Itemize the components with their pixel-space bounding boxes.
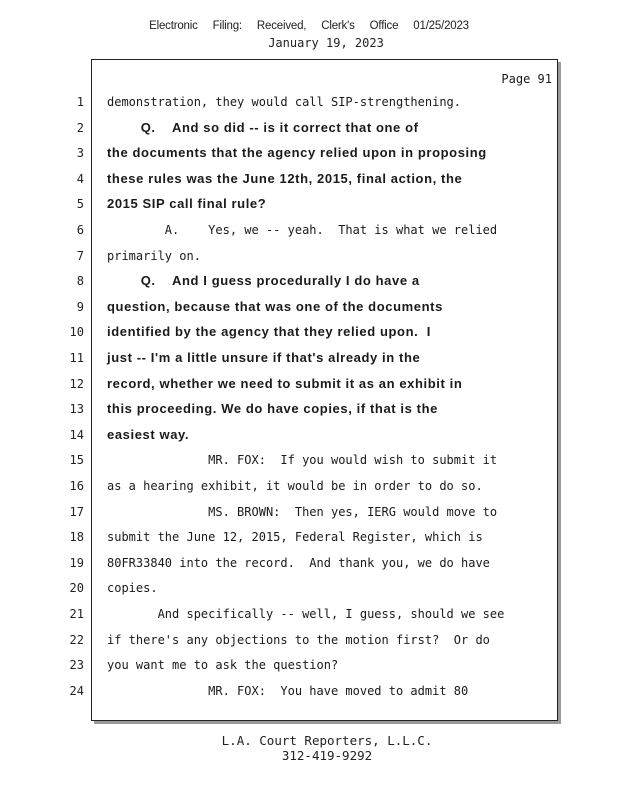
filing-word: Clerk's: [321, 20, 355, 32]
line-number: 17: [69, 504, 84, 519]
transcript-line: this proceeding. We do have copies, if that is the: [107, 401, 438, 417]
transcript-line: as a hearing exhibit, it would be in order to do so.: [107, 479, 483, 493]
transcript-line: submit the June 12, 2015, Federal Register, which is: [107, 530, 483, 545]
filing-word: Electronic: [149, 20, 198, 32]
filing-word: Filing:: [212, 20, 242, 32]
line-number: 5: [76, 197, 84, 212]
transcript-line: the documents that the agency relied upon in proposing: [107, 145, 487, 161]
line-number: 10: [69, 325, 84, 340]
transcript-line: 2015 SIP call final rule?: [107, 196, 267, 212]
transcript-line: copies.: [107, 581, 158, 596]
transcript-line: question, because that was one of the documents: [107, 298, 443, 314]
line-number: 1: [76, 95, 84, 109]
transcript-line: demonstration, they would call SIP-strengthening.: [107, 95, 462, 109]
line-number: 3: [76, 146, 84, 161]
filing-word: Received,: [256, 20, 307, 32]
line-number: 20: [69, 581, 84, 596]
line-number: 24: [69, 683, 84, 698]
hearing-date: January 19, 2023: [268, 36, 384, 50]
line-number: 8: [76, 274, 84, 289]
transcript-line: Q. And I guess procedurally I do have a: [107, 273, 420, 289]
filing-stamp: [0, 20, 618, 32]
line-number: 9: [76, 299, 84, 314]
line-number: 7: [76, 248, 84, 263]
line-number: 11: [69, 351, 84, 365]
line-number: 12: [69, 376, 84, 391]
filing-word: 01/25/2023: [413, 20, 469, 32]
transcript-line: Q. And so did -- is it correct that one of: [107, 119, 419, 135]
page-number: Page 91: [501, 72, 552, 86]
transcript-line: if there's any objections to the motion first? Or do: [107, 632, 490, 647]
line-number: 4: [76, 171, 84, 186]
footer-phone: 312-419-9292: [281, 748, 373, 763]
transcript-line: primarily on.: [107, 248, 201, 263]
line-number: 6: [76, 223, 84, 237]
transcript-line: MS. BROWN: Then yes, IERG would move to: [107, 504, 498, 519]
transcript-line: MR. FOX: You have moved to admit 80: [107, 683, 469, 698]
line-number: 18: [69, 530, 84, 545]
line-number: 2: [76, 120, 84, 135]
transcript-line: these rules was the June 12th, 2015, final action, the: [107, 170, 463, 186]
transcript-line: identified by the agency that they relied upon. I: [107, 324, 431, 340]
line-number: 23: [69, 658, 84, 673]
transcript-line: easiest way.: [107, 426, 190, 442]
line-number: 22: [69, 632, 84, 647]
transcript-line: MR. FOX: If you would wish to submit it: [107, 453, 498, 468]
transcript-line: And specifically -- well, I guess, should we see: [107, 607, 505, 621]
transcript-line: A. Yes, we -- yeah. That is what we relied: [107, 223, 498, 237]
line-number: 16: [69, 479, 84, 493]
line-number: 19: [69, 555, 84, 570]
footer-company: L.A. Court Reporters, L.L.C.: [221, 733, 433, 748]
transcript-line: 80FR33840 into the record. And thank you, we do have: [107, 555, 490, 570]
line-number: 13: [69, 402, 84, 417]
transcript-line: just -- I'm a little unsure if that's already in the: [107, 350, 421, 365]
filing-word: Office: [369, 20, 399, 32]
transcript-line: record, whether we need to submit it as an exhibit in: [107, 375, 463, 391]
transcript-line: you want me to ask the question?: [107, 658, 339, 673]
line-number: 14: [69, 427, 84, 442]
line-number: 15: [69, 453, 84, 468]
line-number: 21: [69, 607, 84, 621]
